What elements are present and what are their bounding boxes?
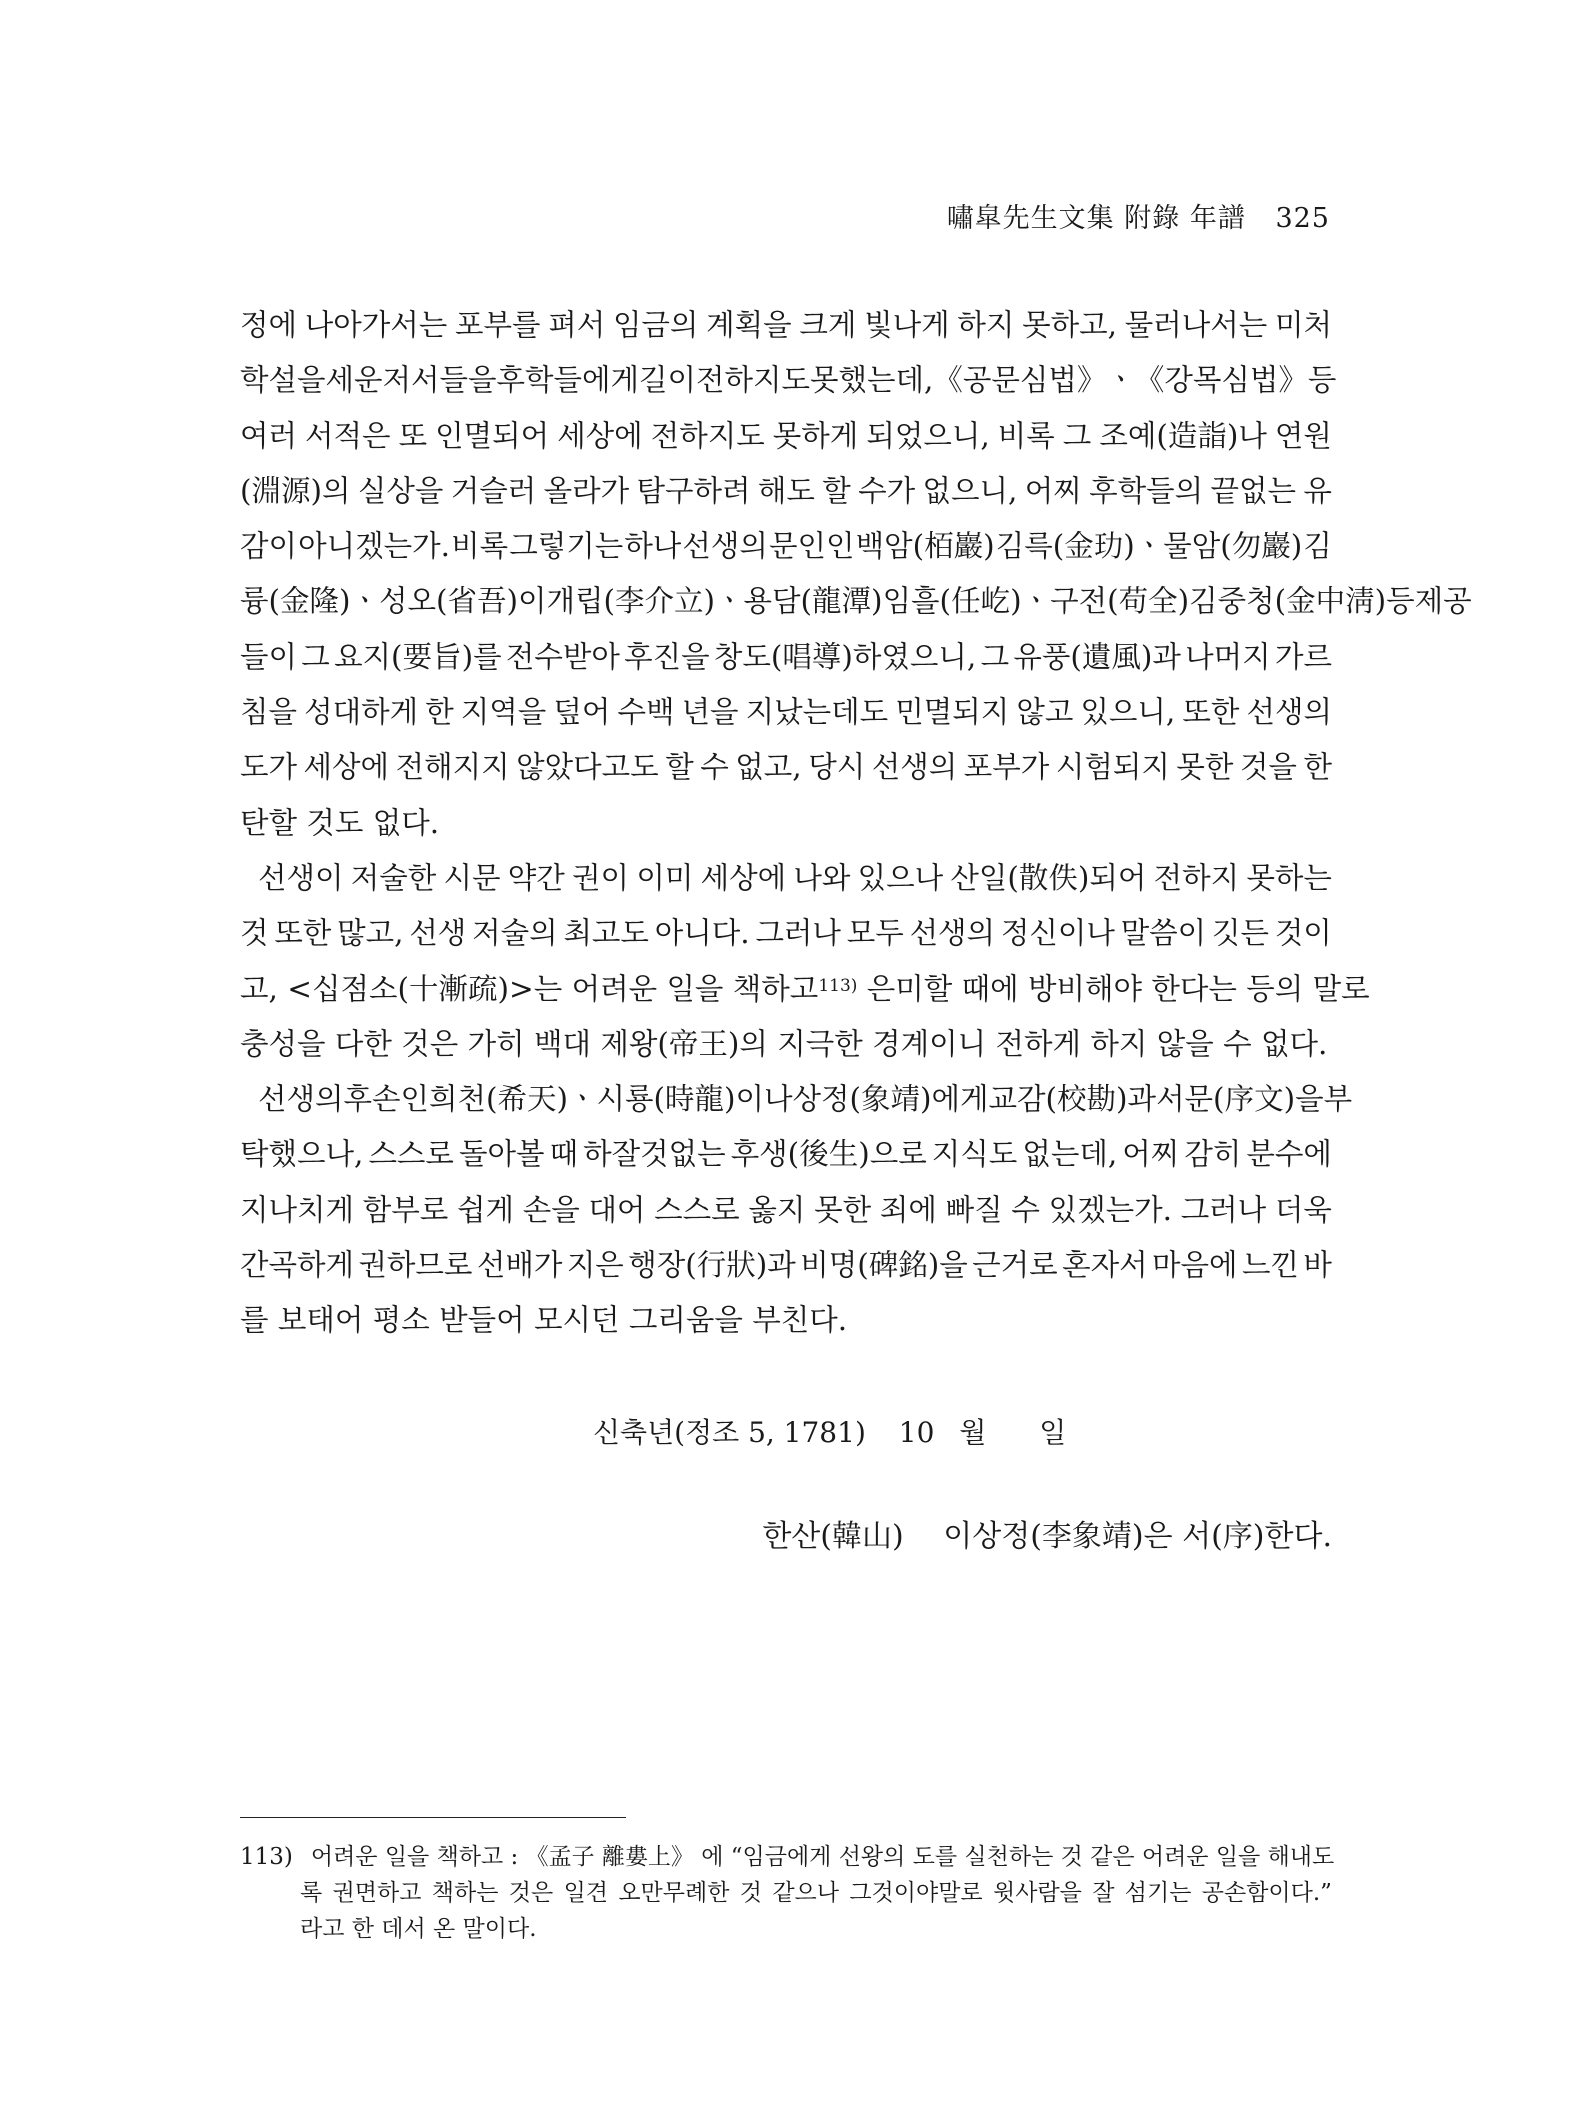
date-year: 신축년(정조 5, 1781) [593,1416,866,1449]
footnote-text: 라고 한 데서 온 말이다. [300,1916,537,1942]
word: 하나 [624,529,682,564]
signature-name: 이상정(李象靖)은 서(序)한다. [943,1519,1332,1554]
word: 빠질 [945,1192,1003,1227]
text-line [240,464,1332,519]
word: 김륵(金玏)ㆍ물암(勿巖) [995,529,1303,564]
word: 서적은 [305,418,391,453]
word: 여러 [240,418,297,453]
word: 유풍(遺風)과 [1013,639,1181,674]
word: 전하지도 [696,363,810,398]
word: 아니다. [654,916,750,951]
word: 후손인 [343,1082,429,1117]
word: 시험되지 [1055,750,1170,785]
word: 수 [700,750,729,785]
word: 것 [739,1880,762,1906]
running-header [947,196,1330,235]
word: 권하므로 [358,1248,473,1283]
word: 느낀 [1241,1248,1299,1283]
word: 지식도 [931,1137,1018,1172]
word: 바 [1303,1248,1332,1283]
body-text [240,298,1472,1349]
signature-place: 한산(韓山) [762,1519,904,1554]
word: 성대하게 [304,695,419,730]
word: 함부로 [362,1192,449,1227]
word: 나머지 [1185,639,1271,674]
word: 아니겠는가. [298,529,450,564]
word: 전하지도 [650,418,765,453]
word: 분수에 [1246,1137,1332,1172]
word: 한 [1303,750,1332,785]
word: 할 [665,750,694,785]
word: 마음에 [1152,1248,1238,1283]
word: 이미 [636,860,694,895]
word: 선생의 [682,529,768,564]
word: (淵源)의 [240,473,351,508]
word: 등 [1307,363,1337,398]
word: 상정(象靖)에게 [792,1082,989,1117]
text-line [240,298,1332,353]
word: 후학들에게 [496,363,639,398]
word: 펴서 [548,308,606,342]
word: 민멸되지 [895,695,1010,730]
word: 약간 [507,860,565,895]
word: 돌아볼 [459,1137,545,1172]
word: 하잘것없는 [583,1137,726,1172]
word: 끝없는 [1210,473,1297,508]
word: 하지 [957,308,1015,342]
word: 지역을 [460,695,547,730]
word: 나와 [793,860,851,895]
line-text-tail: 은미할 때에 방비해야 한다는 등의 말로 [866,971,1370,1006]
word: 선생의 [909,916,996,951]
word: 가르 [1274,639,1332,674]
word: 할 [822,473,851,508]
text-line [240,1127,1332,1182]
word: 많고, [337,916,404,951]
word: 혼자서 [1062,1248,1148,1283]
word: 잘 [1092,1880,1115,1906]
word: 어찌 [1024,473,1082,508]
footnote-ref[interactable]: 113) [818,975,858,996]
word: 깃든 [1212,916,1269,951]
word: 록 [300,1880,323,1906]
page-number: 325 [1275,203,1330,234]
word: 같으나 [772,1880,839,1906]
date-month-label: 월 [959,1416,987,1449]
word: 것을 [1239,750,1297,785]
word: 스스로 [654,1192,740,1227]
word: 선생의 [1246,695,1332,730]
word: 비록 [997,418,1055,453]
word: 정신이나 [1000,916,1115,951]
word: 선생의 [258,1082,344,1117]
word: 제공 [1414,584,1472,619]
word: 있으나 [857,860,944,895]
word: 수백 [617,695,675,730]
text-line [240,1017,1332,1072]
date-line [593,1411,1066,1451]
word: 부 [1323,1082,1353,1117]
word: 못했는데, [810,363,934,398]
word: 탐구하려 [636,473,751,508]
text-line [240,851,1332,906]
line-text: 탄할 것도 없다. [240,805,440,840]
word: 손을 [522,1192,580,1227]
word: 빛나게 [864,308,950,342]
text-line [240,1293,1332,1348]
text-line [240,630,1332,685]
word: 연원 [1274,418,1332,453]
word: 윗사람을 [993,1880,1082,1906]
word: 《공문심법》ㆍ《강목심법》 [933,363,1308,398]
word: 이개립(李介立)ㆍ용담(龍潭) [518,584,883,619]
date-day-label: 일 [1039,1416,1067,1449]
word: 못하는 [1246,860,1332,895]
word: 없고, [735,750,802,785]
word: 학설을 [240,363,326,398]
word: 저술한 [350,860,437,895]
word: 백암(栢巖) [855,529,995,564]
word: 도가 [240,750,297,785]
word: 지나치게 [240,1192,354,1227]
word: 길이 [639,363,696,398]
word: 없는데, [1022,1137,1118,1172]
word: 공손함이다.” [1201,1880,1332,1906]
word: 못하고, [1022,308,1117,342]
text-line [240,519,1332,574]
signature-line [762,1511,1332,1555]
word: 것이 [1274,916,1332,951]
date-month-number: 10 [898,1416,935,1449]
word: 후진을 [624,639,710,674]
text-line [240,1072,1353,1127]
word: 스스로 [368,1137,454,1172]
footnote-divider [240,1817,626,1818]
word: 선생의 [871,750,958,785]
word: 탁했으나, [240,1137,364,1172]
word: 조예(造詣)나 [1099,418,1267,453]
text-line [240,740,1332,795]
word: 되었으니, [866,418,990,453]
word: 포부가 [963,750,1050,785]
word: 지은 [566,1248,624,1283]
line-text: 를 보태어 평소 받들어 모시던 그리움을 부친다. [240,1303,848,1338]
word: 계획을 [706,308,792,342]
word: 김중청(金中淸)등 [1189,584,1415,619]
word: 그 [301,639,330,674]
word: 실상을 [357,473,444,508]
word: 않고 [1016,695,1074,730]
word: 선생이 [258,860,344,895]
word: 세운 [325,363,383,398]
word: 것 [240,916,269,951]
word: 섬기는 [1124,1880,1192,1906]
word: 들이 [240,639,297,674]
word: 못한 [1176,750,1234,785]
footnote-text: 어려운 일을 책하고 : 《孟子 離婁上》 에 “임금에게 선왕의 도를 실천하는 것 같은 어려운 일을 해내도 [310,1844,1335,1870]
word: 비록 [451,529,509,564]
word: 권이 [572,860,630,895]
word: 감이 [240,529,297,564]
word: 년을 [681,695,739,730]
word: 창도(唱導)하였으니, [713,639,977,674]
word: 못한 [814,1192,872,1227]
word: 쉽게 [456,1192,514,1227]
word: 김 [1303,529,1332,564]
text-line [240,796,1332,851]
word: 행장(行狀)과 [628,1248,796,1283]
word: 때 [549,1137,579,1172]
word: 그것이야말로 [849,1880,983,1906]
word: 모두 [846,916,904,951]
footnote [240,1839,1335,1947]
word: 또한 [1182,695,1240,730]
text-line [240,962,1370,1017]
word: 더욱 [1274,1192,1332,1227]
word: 권면하고 [332,1880,422,1906]
footnote-number: 113) [240,1844,293,1870]
word: 그러나 [755,916,841,951]
text-line [240,574,1472,629]
word: 나 [764,1082,793,1117]
word: 오만무례한 [618,1880,730,1906]
word: 옳지 [748,1192,806,1227]
header-title: 嘯皐先生文集 附錄 年譜 [946,203,1246,234]
word: 수가 [858,473,916,508]
word: 것은 [508,1880,554,1906]
word: 근거로 [972,1248,1058,1283]
word: 수 [1011,1192,1040,1227]
text-line [240,685,1332,740]
text-line [240,906,1332,961]
word: 요지(要旨)를 [334,639,502,674]
word: 선생 [409,916,467,951]
word: 세상에 [700,860,787,895]
word: 못하게 [772,418,859,453]
word: 덮어 [553,695,611,730]
word: 선배가 [476,1248,563,1283]
word: 희천(希天)ㆍ시룡(時龍)이 [429,1082,765,1117]
word: 시문 [443,860,501,895]
word: 저서들을 [382,363,497,398]
word: 죄에 [879,1192,937,1227]
word: 정에 [240,308,297,342]
text-line [240,409,1332,464]
text-line [240,1183,1332,1238]
word: 크게 [799,308,857,342]
word: 또 [398,418,428,453]
line-text-head: 고, <십점소(十漸疏)>는 어려운 일을 책하고 [240,971,819,1006]
word: 전수받아 [505,639,620,674]
word: 인멸되어 [435,418,550,453]
word: 어찌 [1122,1137,1180,1172]
footnote-line-content [240,1839,1334,1875]
footnote-line [240,1839,1335,1875]
word: 당시 [808,750,866,785]
word: 유 [1303,473,1332,508]
footnote-line [240,1875,1332,1911]
text-line [240,1238,1332,1293]
word: 지났는데도 [745,695,889,730]
word: 또한 [274,916,332,951]
word: 올라가 [543,473,630,508]
word: 거슬러 [450,473,537,508]
word: 임금의 [612,308,699,342]
word: 없으니, [922,473,1018,508]
word: 한 [425,695,454,730]
word: 륭(金隆)ㆍ성오(省吾) [240,584,519,619]
word: 문인인 [769,529,855,564]
word: 간곡하게 [240,1248,354,1283]
word: 산일(散佚)되어 [950,860,1147,895]
word: 침을 [240,695,297,730]
word: 전하지 [1153,860,1240,895]
word: 있으니, [1080,695,1176,730]
word: 감히 [1184,1137,1242,1172]
word: 책하는 [431,1880,499,1906]
word: 미처 [1274,308,1332,342]
word: 대어 [588,1192,646,1227]
word: 후생(後生)으로 [730,1137,927,1172]
text-line [240,353,1337,408]
word: 해도 [757,473,815,508]
word: 나아가서는 [304,308,448,342]
word: 최고도 [563,916,649,951]
word: 후학들의 [1089,473,1204,508]
word: 저술의 [472,916,558,951]
word: 그러나 [1180,1192,1267,1227]
word: 서문(序文)을 [1156,1082,1324,1117]
word: 있겠는가. [1048,1192,1172,1227]
line-text [240,962,1370,1017]
word: 그 [1062,418,1092,453]
word: 전해지지 [395,750,510,785]
footnote-line [240,1911,1332,1947]
word: 말씀이 [1120,916,1207,951]
word: 교감(校勘)과 [988,1082,1157,1117]
word: 물러나서는 [1124,308,1268,342]
word: 포부를 [454,308,541,342]
word: 그렇기는 [509,529,624,564]
word: 않았다고도 [516,750,659,785]
word: 비명(碑銘)을 [800,1248,968,1283]
word: 세상에 [303,750,390,785]
line-text: 충성을 다한 것은 가히 백대 제왕(帝王)의 지극한 경계이니 전하게 하지 않을 수 없다. [240,1026,1328,1061]
word: 일견 [563,1880,608,1906]
word: 그 [980,639,1010,674]
word: 임흘(任屹)ㆍ구전(苟全) [882,584,1190,619]
word: 세상에 [557,418,643,453]
